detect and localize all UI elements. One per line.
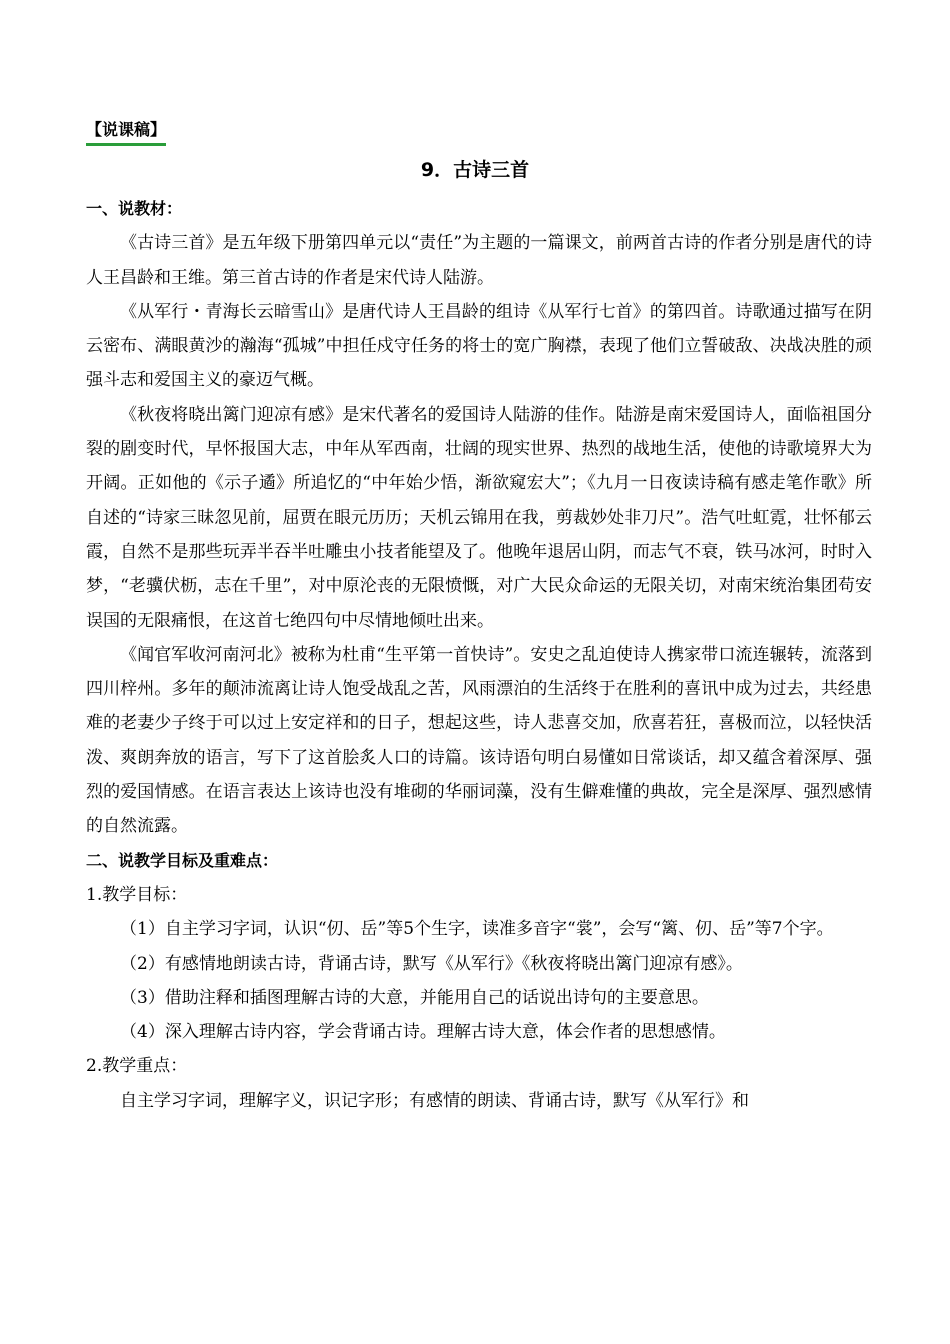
document-body <box>86 192 872 1118</box>
paragraph: 《闻官军收河南河北》被称为杜甫“生平第一首快诗”。安史之乱迫使诗人携家带口流连辗转，流落到四川梓州。多年的颠沛流离让诗人饱受战乱之苦，风雨漂泊的生活终于在胜利的喜讯中成为过去，共经患难的老妻少子终于可以过上安定祥和的日子，想起这些，诗人悲喜交加，欣喜若狂，喜极而泣，以轻快活泼、爽朗奔放的语言，写下了这首脍炙人口的诗篇。该诗语句明白易懂如日常谈话，却又蕴含着深厚、强烈的爱国情感。在语言表达上该诗也没有堆砌的华丽词藻，没有生僻难懂的典故，完全是深厚、强烈感情的自然流露。 <box>86 644 872 837</box>
subsection-label-teaching-goals: 1.教学目标： <box>86 884 188 905</box>
section-heading-goals: 二、说教学目标及重难点： <box>86 850 279 870</box>
subsection-label-key-points: 2.教学重点： <box>86 1056 188 1077</box>
paragraph: 《古诗三首》是五年级下册第四单元以“责任”为主题的一篇课文，前两首古诗的作者分别是唐代的诗人王昌龄和王维。第三首古诗的作者是宋代诗人陆游。 <box>86 233 872 288</box>
page-title: 9．古诗三首 <box>420 159 530 181</box>
goal-item: （1）自主学习字词，认识“仞、岳”等5个生字，读准多音字“裳”，会写“篱、仞、岳”等7个字。 <box>120 919 834 940</box>
section-heading-textbook: 一、说教材： <box>86 199 183 218</box>
key-points-text: 自主学习字词，理解字义，识记字形；有感情的朗读、背诵古诗，默写《从军行》和 <box>120 1090 749 1111</box>
lesson-type-tag: 【说课稿】 <box>86 118 166 146</box>
goal-item: （3）借助注释和插图理解古诗的大意，并能用自己的话说出诗句的主要意思。 <box>120 987 709 1008</box>
goal-item: （2）有感情地朗读古诗，背诵古诗，默写《从军行》《秋夜将晓出篱门迎凉有感》。 <box>120 953 743 974</box>
paragraph: 《从军行・青海长云暗雪山》是唐代诗人王昌龄的组诗《从军行七首》的第四首。诗歌通过描写在阴云密布、满眼黄沙的瀚海“孤城”中担任戍守任务的将士的宽广胸襟，表现了他们立誓破敌、决战决胜的顽强斗志和爱国主义的豪迈气概。 <box>86 301 872 391</box>
goal-item: （4）深入理解古诗内容，学会背诵古诗。理解古诗大意，体会作者的思想感情。 <box>120 1022 726 1043</box>
paragraph: 《秋夜将晓出篱门迎凉有感》是宋代著名的爱国诗人陆游的佳作。陆游是南宋爱国诗人，面临祖国分裂的剧变时代，早怀报国大志，中年从军西南，壮阔的现实世界、热烈的战地生活，使他的诗歌境界大为开阔。正如他的《示子遹》所追忆的“中年始少悟，渐欲窥宏大”；《九月一日夜读诗稿有感走笔作歌》所自述的“诗家三昧忽见前，屈贾在眼元历历；天机云锦用在我，剪裁妙处非刀尺”。浩气吐虹霓，壮怀郁云霞，自然不是那些玩弄半吞半吐雕虫小技者能望及了。他晚年退居山阴，而志气不衰，铁马冰河，时时入梦，“老骥伏枥，志在千里”，对中原沦丧的无限愤慨，对广大民众命运的无限关切，对南宋统治集团苟安误国的无限痛恨，在这首七绝四句中尽情地倾吐出来。 <box>86 404 872 631</box>
